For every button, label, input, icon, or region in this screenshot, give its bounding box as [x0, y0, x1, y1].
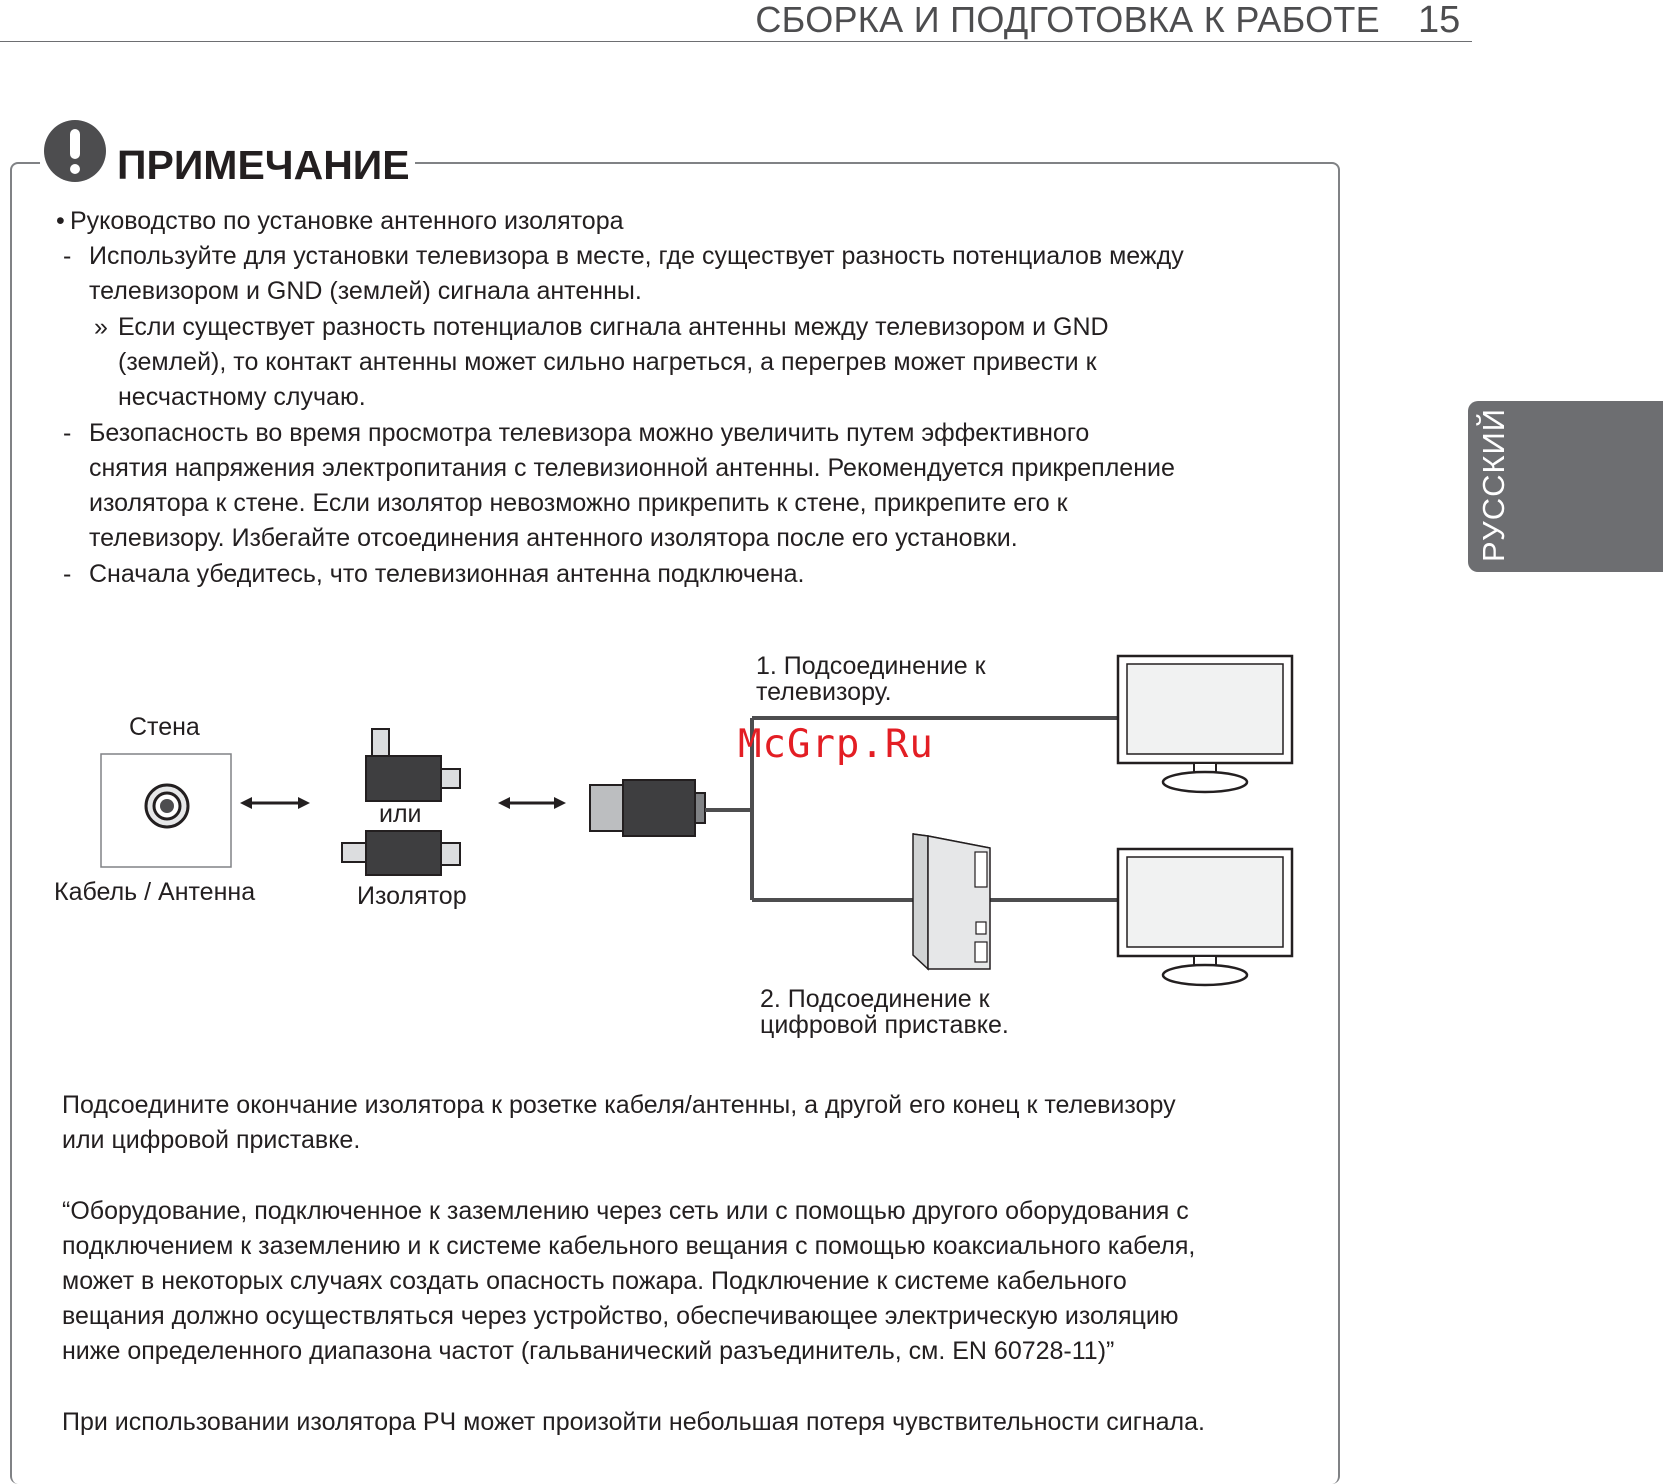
double-arrow-icon	[498, 797, 566, 809]
bullet-marker: •	[56, 207, 65, 235]
item2-line1: Безопасность во время просмотра телевизора можно увеличить путем эффективного	[89, 419, 1090, 447]
dash-marker: -	[63, 560, 72, 588]
para2-line5: ниже определенного диапазона частот (гальванический разъединитель, см. EN 60728-11)”	[62, 1337, 1115, 1365]
isolator-straight-icon	[342, 831, 460, 875]
para1-line1: Подсоедините окончание изолятора к розетке кабеля/антенны, а другой его конец к телевизору	[62, 1091, 1176, 1119]
dash-marker: -	[63, 242, 72, 270]
connect-tv-label-line2: телевизору.	[756, 678, 892, 706]
sub1-line3: несчастному случаю.	[118, 383, 366, 411]
cable-connector-icon	[590, 780, 705, 836]
double-arrow-icon	[240, 797, 310, 809]
sub1-line1: Если существует разность потенциалов сигнала антенны между телевизором и GND	[118, 313, 1109, 341]
cable-antenna-label: Кабель / Антенна	[54, 878, 256, 906]
item2-line3: изолятора к стене. Если изолятор невозможно прикрепить к стене, прикрепите его к	[89, 489, 1068, 517]
para2-line4: вещания должно осуществляться через устройство, обеспечивающее электрическую изоляцию	[62, 1302, 1179, 1330]
sub-marker: »	[94, 313, 108, 341]
language-tab-label: РУССКИЙ	[1476, 407, 1511, 562]
para3-line: При использовании изолятора РЧ может произойти небольшая потеря чувствительности сигнала.	[62, 1408, 1205, 1436]
page-header-title: СБОРКА И ПОДГОТОВКА К РАБОТЕ	[755, 0, 1380, 40]
dash-marker: -	[63, 419, 72, 447]
note-heading: ПРИМЕЧАНИЕ	[117, 142, 410, 188]
wall-label: Стена	[129, 713, 200, 741]
site-watermark: McGrp.Ru	[738, 722, 934, 767]
para1-line2: или цифровой приставке.	[62, 1126, 361, 1154]
tv-icon	[1118, 656, 1292, 792]
item1-line1: Используйте для установки телевизора в месте, где существует разность потенциалов между	[89, 242, 1184, 270]
sub1-line2: (землей), то контакт антенны может сильно нагреться, а перегрев может привести к	[118, 348, 1097, 376]
para2-line3: может в некоторых случаях создать опасность пожара. Подключение к системе кабельного	[62, 1267, 1127, 1295]
set-top-box-icon	[913, 834, 990, 969]
para2-line1: “Оборудование, подключенное к заземлению через сеть или с помощью другого оборудования с	[62, 1197, 1189, 1225]
tv-icon	[1118, 849, 1292, 985]
para2-line2: подключением к заземлению и к системе кабельного вещания с помощью коаксиального кабеля,	[62, 1232, 1196, 1260]
item2-line2: снятия напряжения электропитания с телевизионной антенны. Рекомендуется прикрепление	[89, 454, 1175, 482]
item2-line4: телевизору. Избегайте отсоединения антенного изолятора после его установки.	[89, 524, 1018, 552]
item3-line: Сначала убедитесь, что телевизионная антенна подключена.	[89, 560, 805, 588]
item1-line2: телевизором и GND (землей) сигнала антенны.	[89, 277, 642, 305]
wall-outlet-icon	[101, 754, 231, 867]
isolator-label: Изолятор	[357, 882, 467, 910]
connect-stb-label-line1: 2. Подсоединение к	[760, 985, 990, 1013]
connect-tv-label-line1: 1. Подсоединение к	[756, 652, 986, 680]
connect-stb-label-line2: цифровой приставке.	[760, 1011, 1009, 1039]
page-number: 15	[1418, 0, 1461, 41]
or-label: или	[379, 800, 422, 828]
note-guide-title: Руководство по установке антенного изолятора	[70, 207, 624, 235]
isolator-angled-icon	[366, 729, 460, 801]
